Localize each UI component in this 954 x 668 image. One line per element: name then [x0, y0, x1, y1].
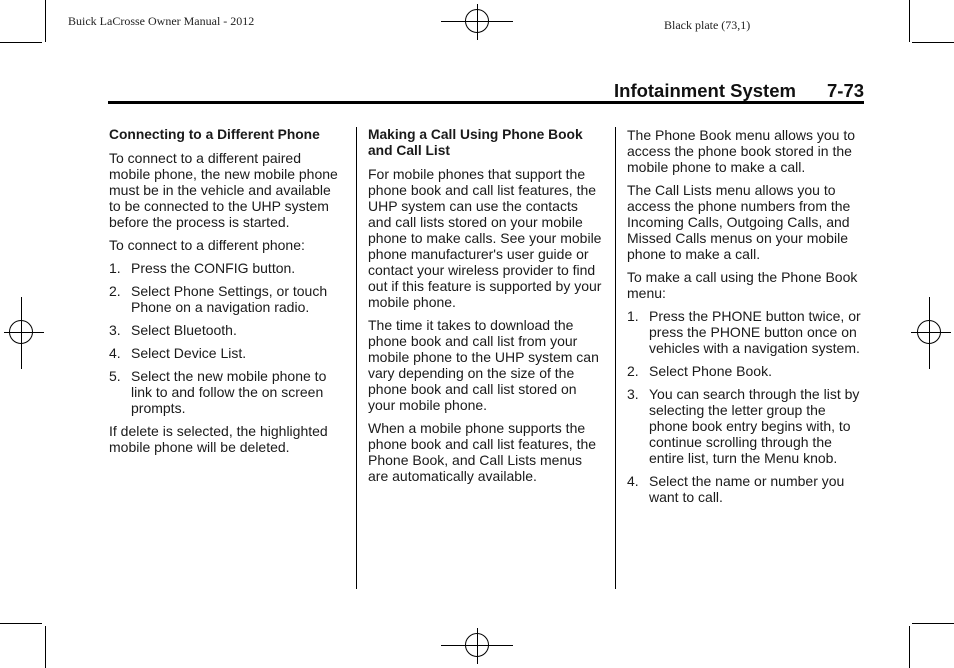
step-number: 4. — [109, 345, 121, 361]
step-text: Select Device List. — [131, 345, 247, 361]
list-item — [109, 345, 345, 361]
header-rule — [108, 101, 864, 104]
paragraph: The time it takes to download the phone book and call list from your mobile phone to the UHP system can vary depending on the size of the phone book and call list stored on your mobile phone. — [368, 317, 599, 413]
step-text: Select Phone Settings, or touch Phone on a navigation radio. — [131, 283, 328, 315]
plate-label: Black plate (73,1) — [664, 18, 751, 32]
step-number: 4. — [627, 473, 639, 489]
list-item — [109, 283, 345, 315]
step-number: 3. — [627, 386, 639, 402]
step-number: 3. — [109, 322, 121, 338]
crop-mark — [45, 626, 46, 668]
crop-mark — [912, 42, 954, 43]
list-item — [109, 322, 345, 338]
subsection-heading: Making a Call Using Phone Book and Call List — [368, 127, 583, 158]
list-item — [627, 473, 867, 505]
step-text: Select the name or number you want to call. — [649, 473, 845, 505]
paragraph: When a mobile phone supports the phone book and call list features, the Phone Book, and Call Lists menus are automatically available. — [368, 420, 597, 484]
paragraph: To connect to a different phone: — [109, 237, 305, 253]
column-2 — [368, 127, 602, 491]
step-number: 1. — [627, 308, 639, 324]
step-text: Press the PHONE button twice, or press the PHONE button once on vehicles with a navigation system. — [649, 308, 861, 356]
step-number: 1. — [109, 260, 121, 276]
paragraph: To make a call using the Phone Book menu: — [627, 269, 858, 301]
crop-mark — [909, 0, 910, 42]
paragraph: The Phone Book menu allows you to access the phone book stored in the mobile phone to make a call. — [627, 127, 856, 175]
step-number: 2. — [109, 283, 121, 299]
paragraph: For mobile phones that support the phone book and call list features, the UHP system can use the contacts and call lists stored on your mobile phone to make calls. See your mobile phone manufacturer's user guide or contact your wireless provider to find out if this feature is supported by your mobile phone. — [368, 166, 602, 310]
paragraph: If delete is selected, the highlighted mobile phone will be deleted. — [109, 423, 328, 455]
step-text: Select the new mobile phone to link to and follow the on screen prompts. — [131, 368, 327, 416]
crop-mark — [909, 626, 910, 668]
step-text: You can search through the list by selecting the letter group the phone book entry begins with, to continue scrolling through the entire list, turn the Menu knob. — [649, 386, 860, 466]
step-text: Press the CONFIG button. — [131, 260, 296, 276]
section-title: Infotainment System — [614, 80, 796, 101]
list-item — [627, 386, 867, 466]
list-item — [109, 260, 345, 276]
step-number: 2. — [627, 363, 639, 379]
paragraph: The Call Lists menu allows you to access the phone numbers from the Incoming Calls, Outgoing Calls, and Missed Calls menus on your mobile phone to make a call. — [627, 182, 851, 262]
step-list — [627, 308, 867, 505]
list-item — [109, 368, 345, 416]
step-text: Select Bluetooth. — [131, 322, 237, 338]
crop-mark — [0, 623, 42, 624]
list-item — [627, 363, 867, 379]
step-text: Select Phone Book. — [649, 363, 772, 379]
crop-mark — [912, 623, 954, 624]
crop-mark — [45, 0, 46, 42]
column-3 — [627, 127, 867, 512]
document-title: Buick LaCrosse Owner Manual - 2012 — [68, 14, 255, 28]
column-1 — [109, 127, 345, 462]
subsection-heading: Connecting to a Different Phone — [109, 127, 320, 142]
paragraph: To connect to a different paired mobile phone, the new mobile phone must be in the vehicle and available to be connected to the UHP system before the process is started. — [109, 150, 338, 230]
page-number: 7-73 — [827, 80, 865, 101]
list-item — [627, 308, 867, 356]
column-divider — [356, 127, 357, 589]
step-number: 5. — [109, 368, 121, 384]
column-divider — [615, 127, 616, 589]
crop-mark — [0, 42, 42, 43]
step-list — [109, 260, 345, 416]
